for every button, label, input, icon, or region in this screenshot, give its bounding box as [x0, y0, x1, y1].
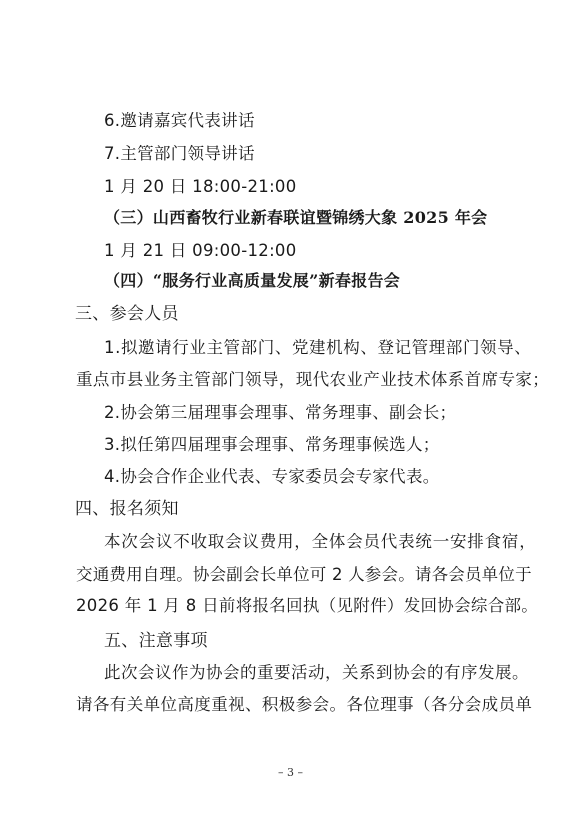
schedule-time-jan21: 1 月 21 日 09:00-12:00 — [104, 241, 297, 260]
attendee-item-1-line-1: 1.拟邀请行业主管部门、党建机构、登记管理部门领导、 — [104, 338, 532, 357]
attendee-item-2: 2.协会第三届理事会理事、常务理事、副会长； — [104, 403, 457, 422]
registration-para-line-1: 本次会议不收取会议费用，全体会员代表统一安排食宿， — [104, 532, 537, 551]
section-3-annual-party-title: （三）山西畜牧行业新春联谊暨锦绣大象 2025 年会 — [104, 208, 488, 227]
attendee-item-4: 4.协会合作企业代表、专家委员会专家代表。 — [104, 467, 440, 486]
section-4-report-meeting-title: （四）“服务行业高质量发展”新春报告会 — [104, 271, 401, 290]
page-number: – 3 – — [278, 766, 303, 779]
notes-para-line-2: 请各有关单位高度重视、积极参会。各位理事（各分会成员单 — [76, 695, 533, 714]
notes-para-line-1: 此次会议作为协会的重要活动，关系到协会的有序发展。 — [104, 663, 529, 682]
section-heading-attendees: 三、参会人员 — [75, 304, 179, 324]
attendee-item-3: 3.拟任第四届理事会理事、常务理事候选人； — [104, 435, 440, 454]
schedule-time-jan20: 1 月 20 日 18:00-21:00 — [104, 177, 297, 196]
registration-para-line-2: 交通费用自理。协会副会长单位可 2 人参会。请各会员单位于 — [76, 565, 532, 584]
section-heading-notes: 五、注意事项 — [104, 631, 208, 651]
item-6-invited-guest-speech: 6.邀请嘉宾代表讲话 — [104, 111, 255, 130]
item-7-department-leader-speech: 7.主管部门领导讲话 — [104, 144, 255, 163]
attendee-item-1-line-2: 重点市县业务主管部门领导，现代农业产业技术体系首席专家； — [76, 370, 550, 389]
registration-para-line-3: 2026 年 1 月 8 日前将报名回执（见附件）发回协会综合部。 — [76, 596, 539, 615]
section-heading-registration: 四、报名须知 — [75, 499, 179, 519]
